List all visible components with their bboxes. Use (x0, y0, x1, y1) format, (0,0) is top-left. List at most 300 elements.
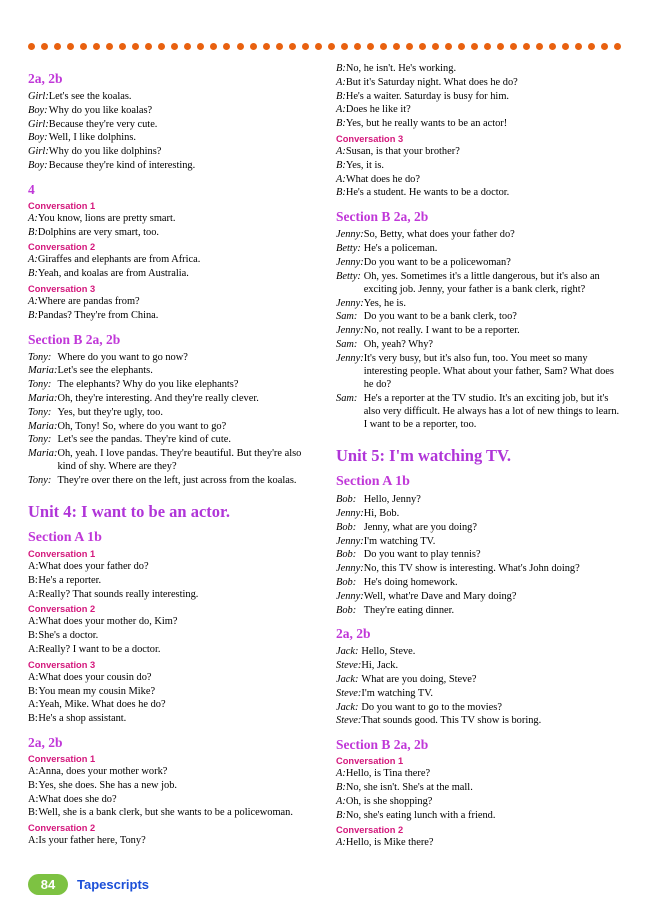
dot (28, 43, 35, 50)
dot (171, 43, 178, 50)
dialog-speaker: Bob: (336, 549, 357, 561)
dot (562, 43, 569, 50)
dialog-line (336, 173, 622, 187)
dialog-block (336, 836, 622, 850)
dialog-line (336, 352, 622, 392)
dialog-text: Susan, is that your brother? (345, 145, 460, 157)
dialog-line (28, 474, 314, 488)
dialog-text: Does he like it? (345, 104, 411, 116)
dialog-line (28, 765, 314, 779)
conversation-label: Conversation 2 (28, 242, 96, 253)
dialog-text: Yes, it is. (345, 159, 385, 171)
dialog-text: Where do you want to go now? (57, 351, 188, 363)
dialog-line (28, 90, 314, 104)
dialog-speaker: Jenny: (336, 352, 364, 364)
dialog-line (336, 270, 622, 297)
dialog-text: Oh, they're interesting. And they're really clever. (57, 392, 259, 404)
dialog-line (336, 228, 622, 242)
conversation-label: Conversation 1 (28, 548, 96, 559)
dialog-line (336, 590, 622, 604)
dialog-line (28, 779, 314, 793)
dialog-text: Is your father here, Tony? (38, 835, 146, 847)
dialog-speaker: Maria: (28, 365, 58, 377)
dialog-speaker: B: (28, 779, 38, 791)
section-heading: Section B 2a, 2b (336, 737, 429, 753)
dialog-text: He's a student. He wants to be a doctor. (345, 187, 510, 199)
dot (132, 43, 139, 50)
dialog-speaker: Jack: (336, 646, 359, 658)
dialog-line (28, 392, 314, 406)
dialog-line (28, 834, 314, 848)
dialog-text: Hello, Jenny? (363, 494, 421, 506)
dialog-line (28, 433, 314, 447)
dot (302, 43, 309, 50)
dialog-text: Let's see the koalas. (48, 91, 132, 102)
dialog-speaker: Maria: (28, 392, 58, 404)
dialog-line (336, 392, 622, 432)
dialog-block (336, 767, 622, 822)
dialog-speaker: B: (336, 781, 346, 793)
dialog-text: He's a policeman. (363, 242, 438, 254)
dot (458, 43, 465, 50)
dialog-speaker: Bob: (336, 576, 357, 588)
dialog-speaker: A: (336, 76, 346, 88)
dot (80, 43, 87, 50)
dialog-block (336, 62, 622, 131)
dialog-speaker: B: (28, 226, 38, 238)
dialog-line (336, 714, 622, 728)
dot (119, 43, 126, 50)
dialog-text: Oh, yeah? Why? (363, 338, 434, 350)
dialog-speaker: Jack: (336, 673, 359, 685)
dialog-speaker: A: (28, 560, 39, 572)
dot (367, 43, 374, 50)
dot (575, 43, 582, 50)
section-heading: Section A 1b (28, 529, 102, 545)
dot (497, 43, 504, 50)
dialog-speaker: Bob: (336, 521, 357, 533)
dialog-text: Oh, is she shopping? (345, 795, 433, 807)
dialog-text: Jenny, what are you doing? (363, 521, 477, 533)
dialog-speaker: A: (28, 643, 39, 655)
dialog-text: They're over there on the left, just across from the koalas. (57, 475, 297, 487)
dialog-text: Hello, is Tina there? (345, 768, 431, 780)
section-heading: 2a, 2b (28, 71, 63, 86)
dialog-line (28, 671, 314, 685)
dialog-speaker: Bob: (336, 494, 357, 506)
dialog-text: Why do you like dolphins? (48, 146, 162, 158)
dialog-text: The elephants? Why do you like elephants? (57, 379, 239, 391)
dialog-line (336, 76, 622, 90)
dialog-line (336, 604, 622, 618)
dialog-text: You know, lions are pretty smart. (37, 212, 176, 224)
dot (380, 43, 387, 50)
dialog-line (28, 420, 314, 434)
dialog-line (28, 698, 314, 712)
dialog-text: Hi, Bob. (363, 507, 400, 519)
dot (445, 43, 452, 50)
dialog-text: They're eating dinner. (363, 604, 455, 616)
dialog-speaker: B: (28, 574, 38, 586)
dialog-speaker: Tony: (28, 406, 52, 418)
dot (67, 43, 74, 50)
page-columns (28, 62, 622, 862)
dialog-text: What does he do? (345, 173, 420, 185)
dialog-text: But it's Saturday night. What does he do? (345, 76, 518, 88)
dialog-text: Yes, but he really wants to be an actor! (345, 118, 508, 130)
dialog-text: Why do you like koalas? (48, 104, 153, 116)
dialog-speaker: A: (28, 616, 39, 628)
dialog-speaker: B: (28, 309, 38, 321)
dialog-speaker: A: (336, 837, 346, 849)
dialog-speaker: A: (28, 295, 38, 307)
dialog-line (336, 795, 622, 809)
dialog-line (28, 131, 314, 145)
dialog-text: Oh, Tony! So, where do you want to go? (57, 420, 227, 432)
dialog-line (336, 673, 622, 687)
dialog-line (28, 447, 314, 474)
dialog-speaker: B: (28, 685, 38, 697)
dialog-speaker: Girl: (28, 118, 49, 130)
dialog-line (336, 548, 622, 562)
conversation-label: Conversation 1 (336, 756, 404, 767)
dialog-line (336, 576, 622, 590)
dialog-line (336, 701, 622, 715)
dialog-speaker: A: (336, 145, 346, 157)
dialog-line (28, 226, 314, 240)
dialog-speaker: A: (28, 212, 38, 224)
dialog-speaker: Maria: (28, 420, 58, 432)
dialog-line (336, 103, 622, 117)
dot (223, 43, 230, 50)
dialog-text: Hi, Jack. (361, 660, 399, 672)
dialog-line (336, 781, 622, 795)
dialog-speaker: A: (336, 768, 346, 780)
dialog-text: Let's see the elephants. (57, 365, 153, 377)
dialog-speaker: Betty: (336, 242, 361, 254)
dialog-line (336, 836, 622, 850)
conversation-label: Conversation 3 (28, 283, 96, 294)
dot (145, 43, 152, 50)
dialog-speaker: Jenny: (336, 590, 364, 602)
dialog-text: He's a waiter. Saturday is busy for him. (345, 90, 509, 102)
dot (614, 43, 621, 50)
dialog-text: Well, what're Dave and Mary doing? (363, 590, 517, 602)
dialog-block (28, 351, 314, 488)
dot (315, 43, 322, 50)
dialog-speaker: Sam: (336, 338, 358, 350)
dialog-block (336, 228, 622, 432)
section-heading: Section A 1b (336, 474, 410, 490)
dialog-speaker: Tony: (28, 351, 52, 363)
dialog-line (28, 643, 314, 657)
dot (289, 43, 296, 50)
dialog-text: Really? I want to be a doctor. (38, 643, 161, 655)
dialog-speaker: Sam: (336, 311, 358, 323)
dialog-speaker: A: (28, 765, 39, 777)
dialog-speaker: B: (336, 63, 346, 74)
dot (484, 43, 491, 50)
dialog-line (28, 253, 314, 267)
dialog-text: He's doing homework. (363, 576, 458, 588)
dialog-line (28, 212, 314, 226)
dialog-line (336, 90, 622, 104)
dialog-speaker: Jenny: (336, 507, 364, 519)
dialog-speaker: B: (28, 713, 38, 725)
dialog-speaker: Tony: (28, 434, 52, 446)
dialog-speaker: A: (336, 795, 346, 807)
dialog-block (28, 212, 314, 240)
dialog-line (28, 159, 314, 173)
dialog-text: Oh, yeah. I love pandas. They're beautiful. But they're also kind of shy. Where are they? (57, 448, 302, 473)
dialog-speaker: A: (28, 588, 39, 600)
dialog-text: No, she isn't. She's at the mall. (345, 781, 473, 793)
dot (41, 43, 48, 50)
dialog-text: No, she's eating lunch with a friend. (345, 809, 496, 821)
dialog-text: Do you want to be a policewoman? (363, 256, 511, 268)
dialog-block (336, 145, 622, 200)
dialog-line (336, 117, 622, 131)
dialog-line (336, 186, 622, 200)
dialog-speaker: Jenny: (336, 325, 364, 337)
dialog-text: What does she do? (38, 793, 117, 805)
dialog-speaker: A: (28, 835, 39, 847)
dialog-text: Because they're kind of interesting. (48, 159, 196, 171)
dialog-speaker: B: (336, 187, 346, 199)
dialog-block (336, 645, 622, 728)
dot (210, 43, 217, 50)
dialog-line (28, 145, 314, 159)
dialog-line (336, 562, 622, 576)
dialog-text: No, not really. I want to be a reporter. (363, 325, 520, 337)
dialog-text: I'm watching TV. (363, 535, 436, 547)
dialog-line (28, 295, 314, 309)
conversation-label: Conversation 3 (336, 133, 404, 144)
dialog-text: Yes, she does. She has a new job. (38, 779, 178, 791)
dialog-text: Yes, but they're ugly, too. (57, 406, 163, 418)
dialog-text: Do you want to be a bank clerk, too? (363, 311, 517, 323)
dialog-line (336, 809, 622, 823)
dialog-text: Dolphins are very smart, too. (37, 226, 160, 238)
dot (471, 43, 478, 50)
dialog-speaker: B: (336, 90, 346, 102)
dialog-speaker: A: (336, 173, 346, 185)
dialog-line (336, 645, 622, 659)
dot (588, 43, 595, 50)
page-footer (28, 874, 149, 895)
dialog-text: He's a reporter at the TV studio. It's an exciting job, but it's also very difficult. He always has a lot of new things to learn. I want to be a reporter, too. (363, 392, 620, 431)
dialog-text: Do you want to play tennis? (363, 549, 481, 561)
page-number-badge: 84 (28, 874, 68, 895)
dialog-line (28, 118, 314, 132)
dialog-text: That sounds good. This TV show is boring. (361, 715, 542, 727)
dot (263, 43, 270, 50)
dialog-line (28, 309, 314, 323)
dialog-speaker: A: (28, 254, 38, 266)
dot (54, 43, 61, 50)
dialog-block (336, 493, 622, 617)
dialog-text: Because they're very cute. (48, 118, 158, 130)
dialog-speaker: A: (28, 793, 39, 805)
dialog-text: Hello, Steve. (361, 646, 416, 658)
dialog-text: Pandas? They're from China. (37, 309, 159, 321)
dialog-speaker: Girl: (28, 91, 49, 102)
dialog-text: What does your father do? (38, 560, 149, 572)
dialog-line (28, 351, 314, 365)
dialog-speaker: Boy: (28, 104, 48, 116)
conversation-label: Conversation 2 (28, 823, 96, 834)
dialog-speaker: Boy: (28, 159, 48, 171)
dialog-speaker: Maria: (28, 448, 58, 460)
dialog-speaker: A: (28, 699, 39, 711)
dialog-text: He's a reporter. (38, 574, 102, 586)
dialog-text: Hello, is Mike there? (345, 837, 434, 849)
dialog-speaker: A: (336, 104, 346, 116)
dialog-speaker: B: (336, 159, 346, 171)
dialog-speaker: Girl: (28, 146, 49, 158)
unit-heading: Unit 4: I want to be an actor. (28, 501, 230, 521)
dialog-text: Yeah, Mike. What does he do? (38, 699, 166, 711)
dialog-line (336, 767, 622, 781)
dot (406, 43, 413, 50)
dialog-text: Do you want to go to the movies? (361, 701, 502, 713)
dialog-speaker: B: (336, 118, 346, 130)
dialog-speaker: Tony: (28, 475, 52, 487)
dialog-line (28, 629, 314, 643)
dialog-speaker: Jenny: (336, 229, 364, 241)
dot (197, 43, 204, 50)
dialog-block (28, 834, 314, 848)
dot (106, 43, 113, 50)
section-heading: 2a, 2b (336, 626, 371, 642)
dot (184, 43, 191, 50)
dot (419, 43, 426, 50)
footer-label: Tapescripts (77, 877, 150, 892)
dialog-text: She's a doctor. (38, 630, 99, 642)
dialog-text: It's very busy, but it's also fun, too. You meet so many interesting people. What about your father, Sam? What does he do? (363, 352, 614, 391)
dialog-line (28, 574, 314, 588)
dialog-block (28, 615, 314, 656)
dot (601, 43, 608, 50)
dialog-text: Well, I like dolphins. (48, 132, 136, 144)
dialog-line (336, 145, 622, 159)
dialog-text: Giraffes and elephants are from Africa. (37, 254, 201, 266)
dialog-speaker: Sam: (336, 392, 358, 404)
dot (237, 43, 244, 50)
dialog-line (336, 535, 622, 549)
dialog-line (336, 507, 622, 521)
dialog-line (336, 256, 622, 270)
dialog-speaker: B: (336, 809, 346, 821)
dialog-line (28, 615, 314, 629)
dialog-text: What does your mother do, Kim? (38, 616, 178, 628)
dot (510, 43, 517, 50)
dot (341, 43, 348, 50)
dialog-text: I'm watching TV. (361, 687, 434, 699)
conversation-label: Conversation 1 (28, 200, 96, 211)
section-heading: Section B 2a, 2b (28, 331, 121, 347)
dialog-line (336, 687, 622, 701)
dialog-line (336, 521, 622, 535)
dialog-line (336, 659, 622, 673)
dialog-speaker: B: (28, 630, 38, 642)
dot (536, 43, 543, 50)
dialog-text: Yes, he is. (363, 297, 406, 309)
unit-heading: Unit 5: I'm watching TV. (336, 446, 511, 466)
section-heading: 2a, 2b (28, 734, 63, 750)
dialog-text: What are you doing, Steve? (361, 673, 477, 685)
dot (354, 43, 361, 50)
dialog-block (28, 253, 314, 281)
dialog-line (336, 338, 622, 352)
dialog-line (336, 297, 622, 311)
dialog-speaker: Steve: (336, 687, 362, 699)
dialog-speaker: Bob: (336, 604, 357, 616)
dialog-line (28, 793, 314, 807)
dialog-speaker: Steve: (336, 715, 362, 727)
dialog-line (28, 685, 314, 699)
dialog-text: Well, she is a bank clerk, but she wants to be a policewoman. (38, 807, 293, 819)
dot (549, 43, 556, 50)
dot (158, 43, 165, 50)
conversation-label: Conversation 2 (336, 825, 404, 836)
dialog-speaker: Betty: (336, 270, 361, 282)
dialog-text: Let's see the pandas. They're kind of cute. (57, 434, 231, 446)
dot (432, 43, 439, 50)
dialog-text: Where are pandas from? (37, 295, 140, 307)
dialog-text: Yeah, and koalas are from Australia. (37, 268, 189, 280)
dialog-text: He's a shop assistant. (38, 713, 127, 725)
dialog-text: No, he isn't. He's working. (345, 63, 457, 74)
conversation-label: Conversation 1 (28, 753, 96, 764)
dot (393, 43, 400, 50)
dialog-speaker: Jenny: (336, 256, 364, 268)
dot (328, 43, 335, 50)
dot (250, 43, 257, 50)
dialog-line (336, 493, 622, 507)
dialog-line (28, 104, 314, 118)
dialog-speaker: Jenny: (336, 535, 364, 547)
dialog-speaker: Steve: (336, 660, 362, 672)
dialog-line (28, 378, 314, 392)
dialog-text: What does your cousin do? (38, 671, 152, 683)
dialog-text: No, this TV show is interesting. What's John doing? (363, 563, 580, 575)
dialog-block (28, 295, 314, 323)
dialog-text: Anna, does your mother work? (38, 765, 168, 777)
dialog-text: Oh, yes. Sometimes it's a little dangerous, but it's also an exciting job. Jenny, your father is a bank clerk, right? (363, 270, 600, 295)
dialog-line (28, 712, 314, 726)
dialog-speaker: Jack: (336, 701, 359, 713)
decorative-dot-rule (28, 42, 622, 50)
dialog-speaker: Jenny: (336, 563, 364, 575)
dialog-speaker: B: (28, 807, 38, 819)
dialog-line (336, 159, 622, 173)
dialog-line (28, 588, 314, 602)
left-column (28, 62, 314, 862)
dialog-speaker: A: (28, 671, 39, 683)
dialog-line (336, 62, 622, 76)
dialog-line (28, 364, 314, 378)
dialog-text: Really? That sounds really interesting. (38, 588, 199, 600)
dialog-line (28, 267, 314, 281)
conversation-label: Conversation 3 (28, 659, 96, 670)
dialog-block (28, 765, 314, 820)
dialog-block (28, 90, 314, 173)
dialog-speaker: Jenny: (336, 297, 364, 309)
dialog-speaker: Boy: (28, 132, 48, 144)
dialog-line (28, 806, 314, 820)
right-column (336, 62, 622, 862)
